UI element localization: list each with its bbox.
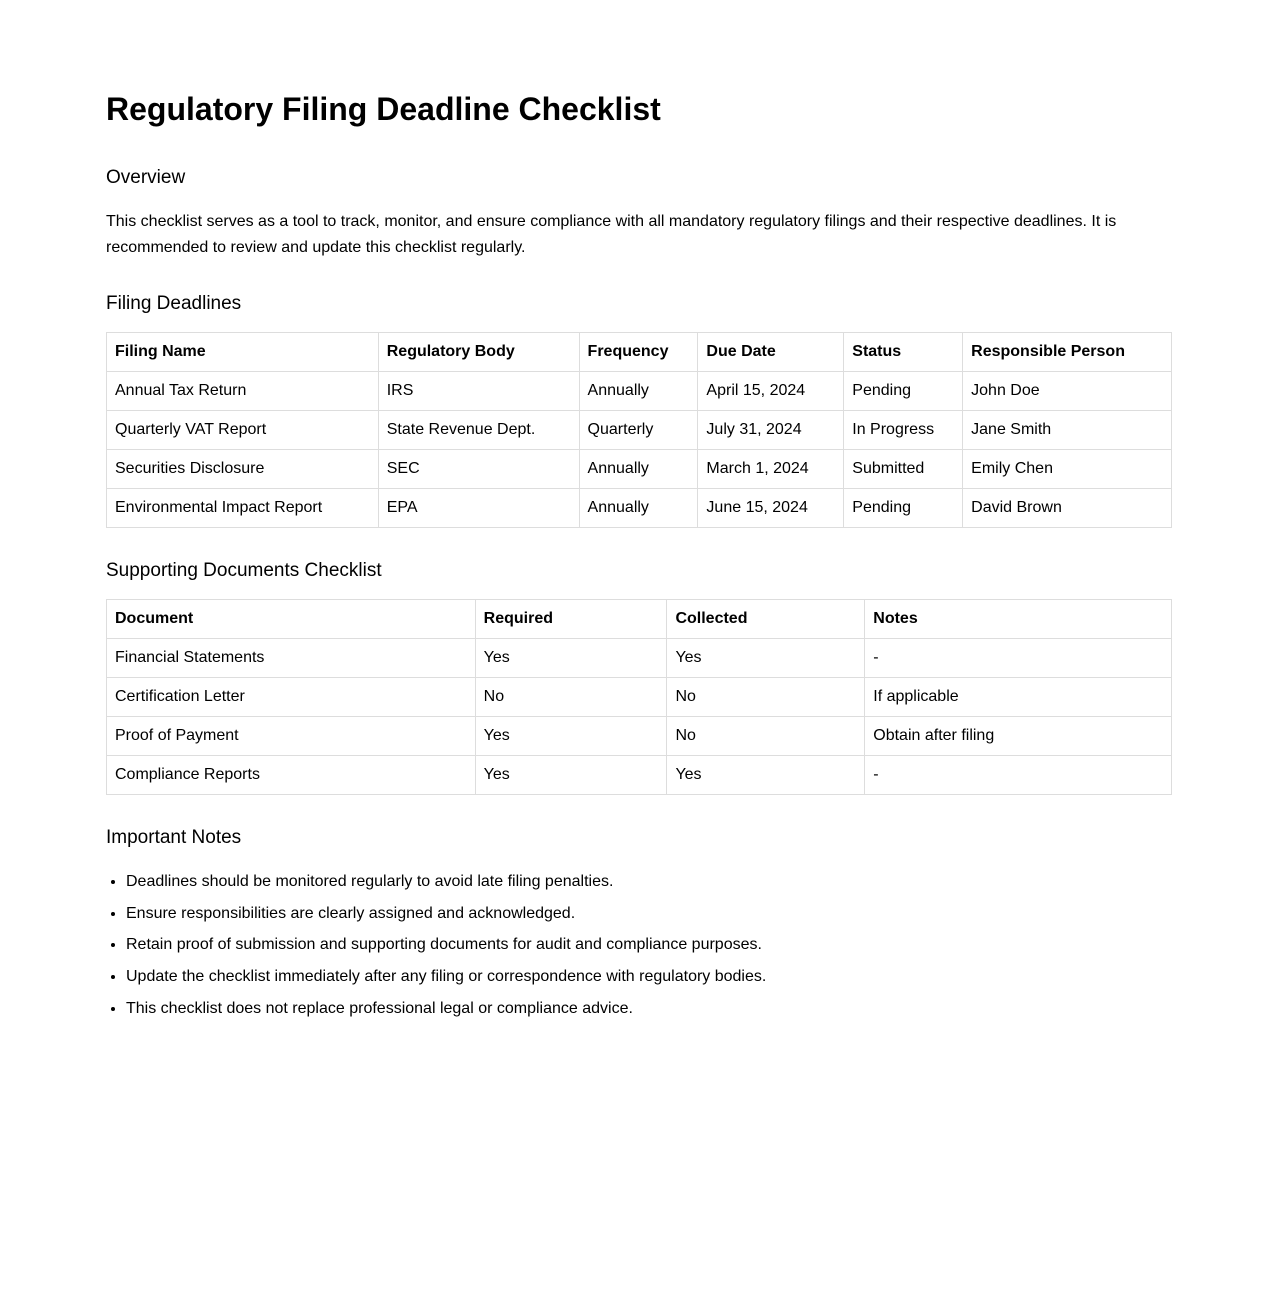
document-cell: Financial Statements [107, 639, 476, 678]
list-item: • Update the checklist immediately after any filing or correspondence with regulatory bodies. [126, 966, 766, 988]
overview-text: This checklist serves as a tool to track, monitor, and ensure compliance with all mandatory regulatory filings and their respective deadlines. It is recommended to review and update this checklist regularly. [106, 213, 1117, 256]
table-header-row [107, 333, 1172, 372]
column-header: Regulatory Body [378, 333, 579, 372]
filing-deadlines-table [106, 332, 1172, 528]
frequency-cell: Annually [579, 489, 698, 528]
collected-cell: Yes [667, 756, 865, 795]
important-notes-heading: Important Notes [106, 827, 242, 848]
status-cell: Pending [844, 372, 963, 411]
table-row [107, 717, 1172, 756]
due-date-cell: July 31, 2024 [698, 411, 844, 450]
column-header: Required [475, 600, 667, 639]
status-cell: In Progress [844, 411, 963, 450]
responsible-person-cell: Emily Chen [963, 450, 1172, 489]
table-row [107, 450, 1172, 489]
required-cell: Yes [475, 717, 667, 756]
due-date-cell: June 15, 2024 [698, 489, 844, 528]
table-header-row [107, 600, 1172, 639]
table-row [107, 489, 1172, 528]
required-cell: Yes [475, 639, 667, 678]
collected-cell: Yes [667, 639, 865, 678]
document-cell: Proof of Payment [107, 717, 476, 756]
filing-name-cell: Annual Tax Return [107, 372, 379, 411]
required-cell: Yes [475, 756, 667, 795]
filing-name-cell: Securities Disclosure [107, 450, 379, 489]
column-header: Status [844, 333, 963, 372]
filing-deadlines-heading: Filing Deadlines [106, 293, 242, 314]
list-item: • Ensure responsibilities are clearly assigned and acknowledged. [126, 903, 766, 925]
regulatory-body-cell: IRS [378, 372, 579, 411]
responsible-person-cell: David Brown [963, 489, 1172, 528]
collected-cell: No [667, 717, 865, 756]
filing-name-cell: Quarterly VAT Report [107, 411, 379, 450]
collected-cell: No [667, 678, 865, 717]
responsible-person-cell: John Doe [963, 372, 1172, 411]
status-cell: Submitted [844, 450, 963, 489]
table-row [107, 411, 1172, 450]
regulatory-body-cell: State Revenue Dept. [378, 411, 579, 450]
required-cell: No [475, 678, 667, 717]
table-row [107, 372, 1172, 411]
column-header: Filing Name [107, 333, 379, 372]
notes-cell: If applicable [865, 678, 1172, 717]
supporting-documents-heading: Supporting Documents Checklist [106, 560, 382, 581]
due-date-cell: March 1, 2024 [698, 450, 844, 489]
list-item: • This checklist does not replace professional legal or compliance advice. [126, 998, 766, 1020]
page-title: Regulatory Filing Deadline Checklist [106, 91, 661, 127]
notes-cell: - [865, 639, 1172, 678]
table-row [107, 678, 1172, 717]
frequency-cell: Annually [579, 372, 698, 411]
notes-cell: - [865, 756, 1172, 795]
column-header: Frequency [579, 333, 698, 372]
regulatory-body-cell: SEC [378, 450, 579, 489]
status-cell: Pending [844, 489, 963, 528]
column-header: Document [107, 600, 476, 639]
frequency-cell: Quarterly [579, 411, 698, 450]
column-header: Due Date [698, 333, 844, 372]
list-item: • Deadlines should be monitored regularly to avoid late filing penalties. [126, 871, 766, 893]
important-notes-list [106, 871, 766, 1029]
column-header: Collected [667, 600, 865, 639]
due-date-cell: April 15, 2024 [698, 372, 844, 411]
column-header: Responsible Person [963, 333, 1172, 372]
filing-name-cell: Environmental Impact Report [107, 489, 379, 528]
list-item: • Retain proof of submission and supporting documents for audit and compliance purposes. [126, 934, 766, 956]
responsible-person-cell: Jane Smith [963, 411, 1172, 450]
frequency-cell: Annually [579, 450, 698, 489]
column-header: Notes [865, 600, 1172, 639]
document-cell: Certification Letter [107, 678, 476, 717]
table-row [107, 756, 1172, 795]
supporting-documents-table [106, 599, 1172, 795]
table-row [107, 639, 1172, 678]
document-cell: Compliance Reports [107, 756, 476, 795]
regulatory-body-cell: EPA [378, 489, 579, 528]
overview-heading: Overview [106, 167, 186, 188]
notes-cell: Obtain after filing [865, 717, 1172, 756]
